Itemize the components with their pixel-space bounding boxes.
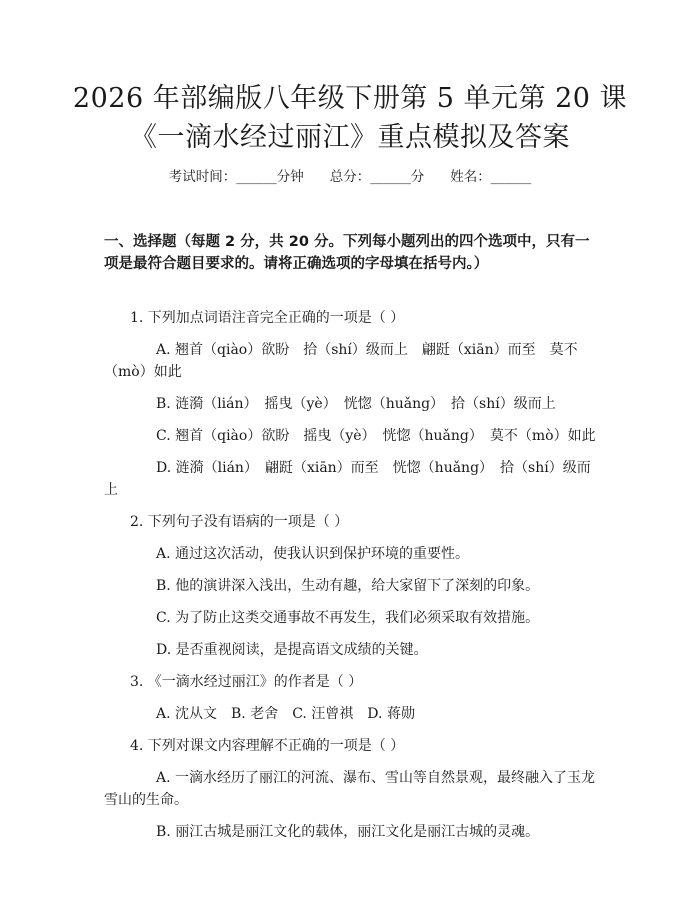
exam-name: 姓名：______ [450,169,532,185]
question-1-option-d: D. 涟漪（lián） 翩跹（xiān）而至 恍惚（huǎng） 拾（shí）级而 [156,460,591,476]
question-1-option-a: A. 翘首（qiào）欲盼 拾（shí）级而上 翩跹（xiān）而至 莫不 [156,342,578,358]
question-1-option-a-cont: （mò）如此 [104,364,182,380]
question-1-option-d-cont: 上 [104,482,118,498]
question-2-option-a: A. 通过这次活动，使我认识到保护环境的重要性。 [156,546,470,562]
question-2-option-d: D. 是否重视阅读，是提高语文成绩的关键。 [156,642,428,658]
document-title-line2: 《一滴水经过丽江》重点模拟及答案 [130,122,570,153]
document-title-line1: 2026 年部编版八年级下册第 5 单元第 20 课 [72,83,628,114]
question-2-stem: 2. 下列句子没有语病的一项是（ ） [130,514,349,530]
question-3-options: A. 沈从文 B. 老舍 C. 汪曾祺 D. 蒋勋 [156,706,415,722]
question-3-stem: 3. 《一滴水经过丽江》的作者是（ ） [130,674,363,690]
question-1-option-c: C. 翘首（qiào）欲盼 摇曳（yè） 恍惚（huǎng） 莫不（mò）如此 [156,428,596,444]
question-4-option-b: B. 丽江古城是丽江文化的载体，丽江文化是丽江古城的灵魂。 [156,824,540,840]
question-1-option-b: B. 涟漪（lián） 摇曳（yè） 恍惚（huǎng） 拾（shí）级而上 [156,396,556,412]
question-1-stem: 1. 下列加点词语注音完全正确的一项是（ ） [130,310,405,326]
question-2-option-c: C. 为了防止这类交通事故不再发生，我们必须采取有效措施。 [156,610,540,626]
exam-score: 总分：______分 [329,169,425,185]
question-4-option-a: A. 一滴水经历了丽江的河流、瀑布、雪山等自然景观，最终融入了玉龙 [156,770,596,786]
exam-info [0,167,700,187]
question-4-option-a-cont: 雪山的生命。 [104,792,188,808]
question-2-option-b: B. 他的演讲深入浅出，生动有趣，给大家留下了深刻的印象。 [156,578,540,594]
section-heading: 一、选择题（每题 2 分，共 20 分。下列每小题列出的四个选项中，只有一项是最符合题目要求的。请将正确选项的字母填在括号内。） [104,234,590,272]
exam-time: 考试时间：______分钟 [168,169,304,185]
question-4-stem: 4. 下列对课文内容理解不正确的一项是（ ） [130,738,405,754]
